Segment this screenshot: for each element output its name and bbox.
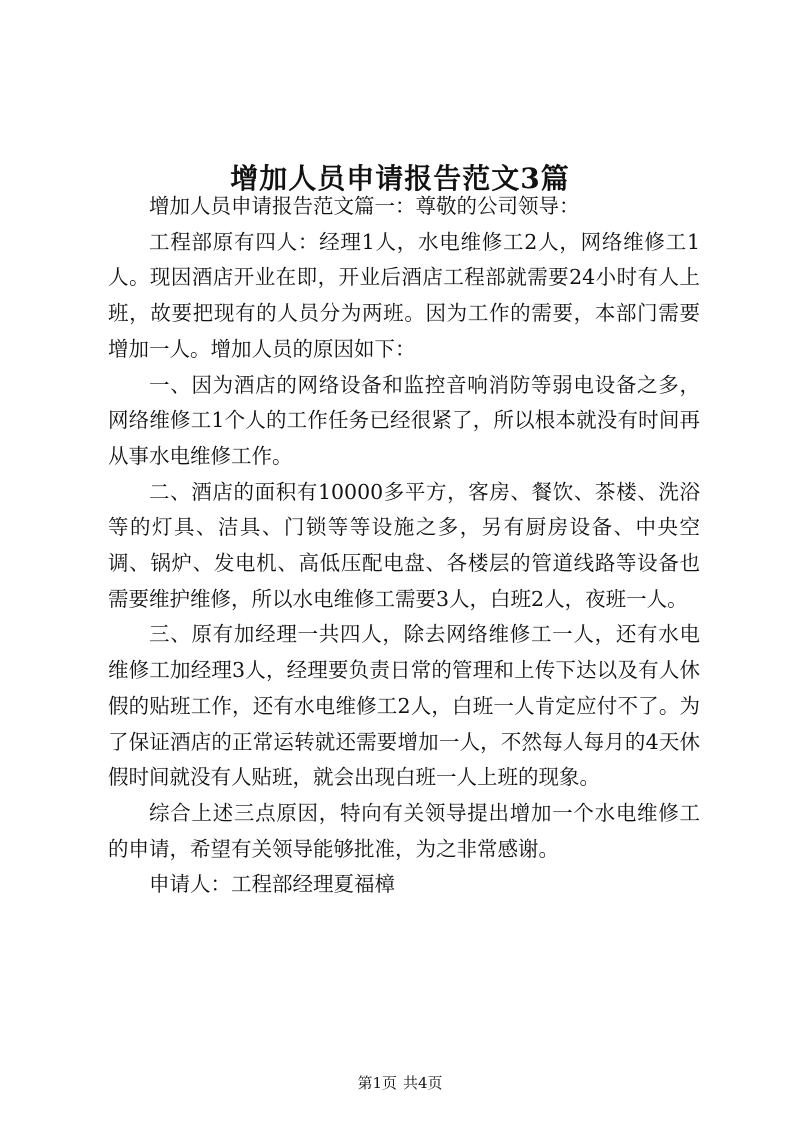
paragraph-reason-two: 二、酒店的面积有10000多平方，客房、餐饮、茶楼、洗浴等的灯具、洁具、门锁等等设施之多，另有厨房设备、中央空调、锅炉、发电机、高低压配电盘、各楼层的管道线路等设备也需要维护维修，所以水电维修工需要3人，白班2人，夜班一人。 [108,479,700,611]
paragraph-reason-three: 三、原有加经理一共四人，除去网络维修工一人，还有水电维修工加经理3人，经理要负责日常的管理和上传下达以及有人休假的贴班工作，还有水电维修工2人，白班一人肯定应付不了。为了保证酒店的正常运转就还需要增加一人，不然每人每月的4天休假时间就没有人贴班，就会出现白班一人上班的现象。 [108,622,700,790]
paragraph-applicant: 申请人：工程部经理夏福樟 [149,872,395,897]
paragraph-reason-one: 一、因为酒店的网络设备和监控音响消防等弱电设备之多，网络维修工1个人的工作任务已经很紧了，所以根本就没有时间再从事水电维修工作。 [108,372,700,468]
document-title: 增加人员申请报告范文3篇 [230,161,570,195]
paragraph-conclusion: 综合上述三点原因，特向有关领导提出增加一个水电维修工的申请，希望有关领导能够批准，为之非常感谢。 [108,800,700,861]
page-total: 共4页 [403,1074,443,1092]
page-number: 第1页 [357,1074,397,1092]
paragraph-staffing: 工程部原有四人：经理1人，水电维修工2人，网络维修工1人。现因酒店开业在即，开业后酒店工程部就需要24小时有人上班，故要把现有的人员分为两班。因为工作的需要，本部门需要增加一人。增加人员的原因如下： [108,229,700,361]
page-footer [0,1072,800,1094]
paragraph-salutation: 增加人员申请报告范文篇一：尊敬的公司领导： [149,194,580,218]
document-body [108,189,700,903]
